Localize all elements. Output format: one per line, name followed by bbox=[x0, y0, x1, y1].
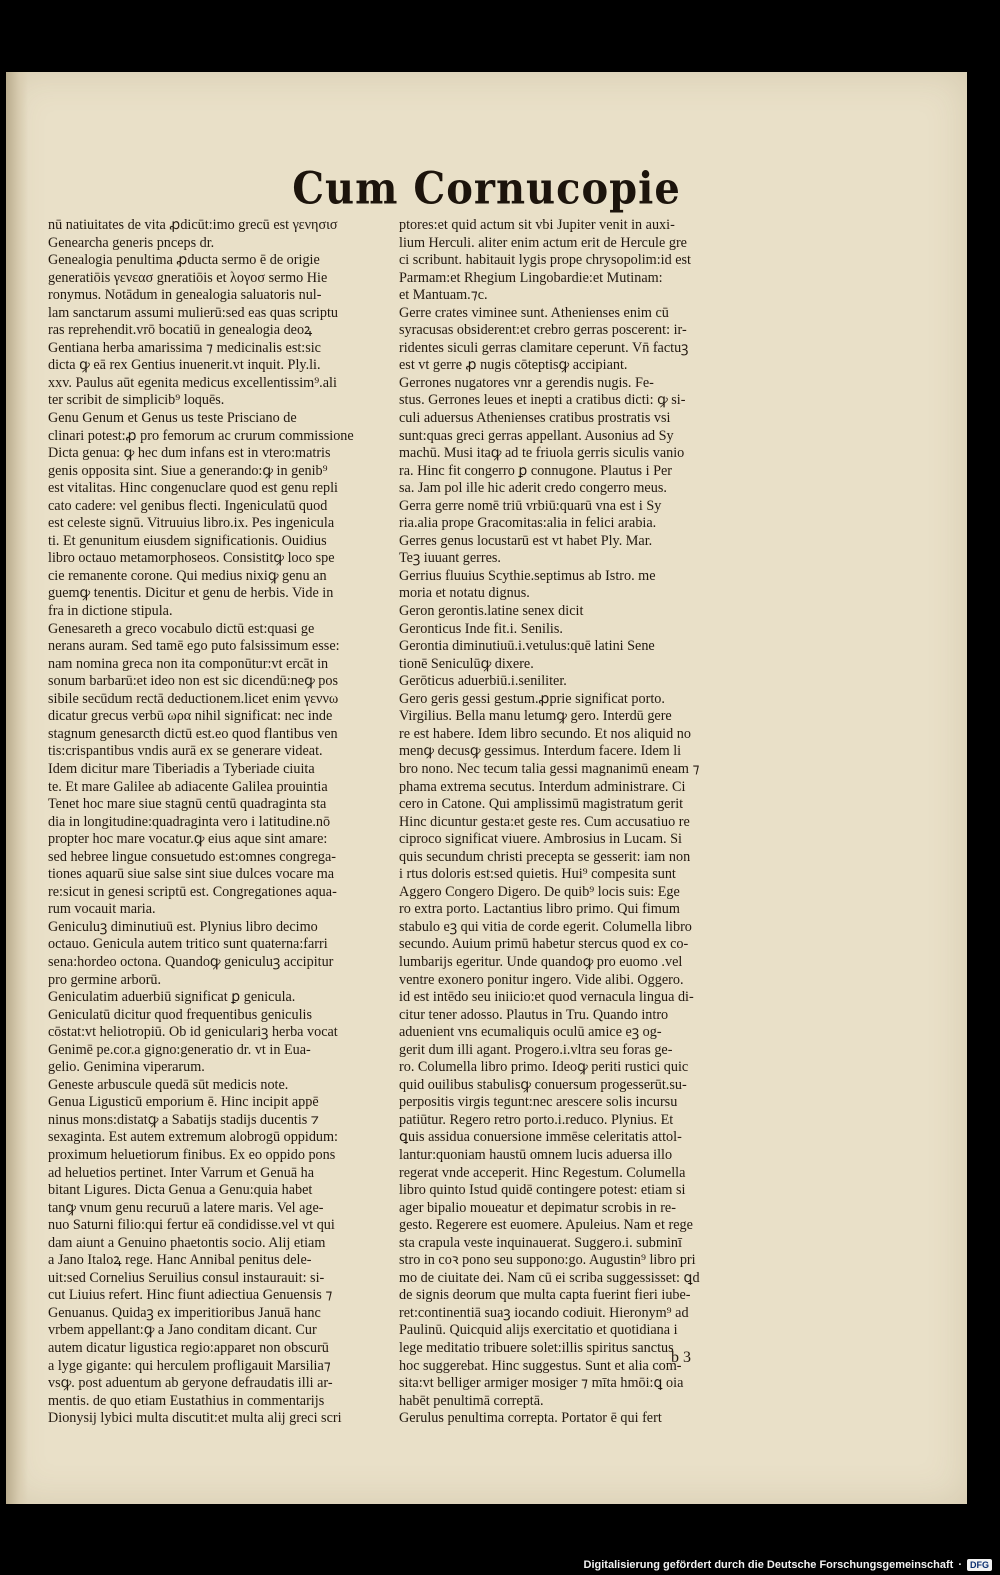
text-line: lumbarijs egeritur. Unde quandoꝙ pro euomo .vel bbox=[399, 953, 683, 970]
text-line: Teꝫ iuuant gerres. bbox=[399, 550, 501, 567]
text-line: uit:sed Cornelius Seruilius consul instaurauit: si- bbox=[48, 1269, 325, 1286]
text-line: generatiōis γενεασ gneratiōis et λογοσ sermo Hie bbox=[48, 269, 328, 286]
text-line: moria et notatu dignus. bbox=[399, 585, 530, 602]
dfg-logo: DFG bbox=[967, 1559, 992, 1571]
text-line: perpositis virgis tegunt:nec arescere solis incursu bbox=[399, 1094, 678, 1111]
text-line: lam sanctarum assumi mulierū:sed eas quas scriptu bbox=[48, 304, 338, 321]
text-line: tanꝙ vnum genu recuruū a latere maris. Vel age- bbox=[48, 1199, 324, 1216]
text-line: Gero geris gessi gestum.ꝓprie significat porto. bbox=[399, 690, 665, 707]
text-line: nuo Saturni filio:qui fertur eā condidisse.vel vt qui bbox=[48, 1217, 335, 1234]
text-line: est vitalitas. Hinc congenuclare quod est genu repli bbox=[48, 480, 338, 497]
text-line: stro in coꝛ pono seu suppono:go. Augustin⁹ libro pri bbox=[399, 1252, 696, 1269]
text-line: nam nomina greca non ita componūtur:vt ercāt in bbox=[48, 655, 329, 672]
text-line: sta crapula veste inquinauerat. Suggero.i. subminī bbox=[399, 1234, 682, 1251]
text-line: sena:hordeo octona. Quandoꝙ geniculuꝫ accipitur bbox=[48, 953, 334, 970]
text-line: menꝙ decusꝙ gessimus. Interdum facere. Idem li bbox=[399, 743, 682, 760]
text-line: Gerre crates viminee sunt. Athenienses enim cū bbox=[399, 304, 669, 321]
text-line: Genuanus. Quidaꝫ ex imperitioribus Januā hanc bbox=[48, 1304, 321, 1321]
text-line: libro quinto Istud quidē contingere potest: etiam si bbox=[399, 1182, 686, 1199]
text-line: Gerrones nugatores vnr a gerendis nugis. Fe- bbox=[399, 374, 654, 391]
signature-mark: b 3 bbox=[671, 1349, 691, 1366]
text-line: gesto. Regerere est euomere. Apuleius. Nam et rege bbox=[399, 1217, 693, 1234]
text-line: Aggero Congero Digero. De quib⁹ locis suis: Ege bbox=[399, 883, 680, 900]
text-line: ronymus. Notādum in genealogia saluatoris nul- bbox=[48, 287, 322, 304]
text-line: ninus mons:distatꝙ a Sabatijs stadijs ducentis ⁊ bbox=[48, 1111, 319, 1128]
text-line: Paulinū. Quicquid alijs exercitatio et quotidiana i bbox=[399, 1322, 678, 1339]
text-line: sonum barbarū:et ideo non est sic dicendū:neꝙ pos bbox=[48, 673, 339, 690]
text-line: sa. Jam pol ille hic aderit credo congerro meus. bbox=[399, 480, 667, 497]
text-line: lium Herculi. aliter enim actum erit de Hercule gre bbox=[399, 234, 687, 251]
text-line: Gerres genus locustarū est vt habet Ply. Mar. bbox=[399, 532, 653, 549]
text-line: pro germine arborū. bbox=[48, 971, 162, 988]
text-line: patiūtur. Regero retro porto.i.reduco. Plynius. Et bbox=[399, 1111, 674, 1128]
text-line: rum vocauit maria. bbox=[48, 901, 156, 918]
text-line: Geniculuꝫ diminutiuū est. Plynius libro decimo bbox=[48, 918, 318, 935]
text-line: Dionysij lybici multa discutit:et multa alij greci scri bbox=[48, 1410, 342, 1427]
text-line: cut Liuius refert. Hinc fiunt adiectiua Genuensis ⁊ bbox=[48, 1287, 333, 1304]
text-line: stabulo eꝫ qui vitia de corde egerit. Columella libro bbox=[399, 918, 692, 935]
text-line: te. Et mare Galilee ab adiacente Galilea prouintia bbox=[48, 778, 328, 795]
text-line: Parmam:et Rhegium Lingobardie:et Mutinam: bbox=[399, 269, 663, 286]
text-line: xxv. Paulus aūt egenita medicus excellentissim⁹.ali bbox=[48, 374, 337, 391]
text-line: dicatur grecus verbū ωρα nihil significat: nec inde bbox=[48, 708, 333, 725]
text-line: Genealogia penultima ꝓducta sermo ē de origie bbox=[48, 252, 320, 269]
text-line: ager bipalio moueatur et depimatur scrobis in re- bbox=[399, 1199, 676, 1216]
text-line: autem dicatur ligustica regio:apparet non obscurū bbox=[48, 1340, 329, 1356]
text-line: sibile secūdum rectā deductionem.licet enim γεννω bbox=[48, 690, 339, 707]
text-line: quid ouilibus stabulisꝙ conuersum progesserūt.su- bbox=[399, 1076, 687, 1093]
text-line: cie remanente corone. Qui medius nixiꝙ genu an bbox=[48, 567, 327, 584]
text-line: bro nono. Nec tecum talia gessi magnanimū eneam ⁊ bbox=[399, 760, 700, 777]
text-line: ci scribunt. habitauit lygis prope chrysopolim:id est bbox=[399, 252, 691, 269]
text-line: i rtus doloris est:sed quietis. Hui⁹ compesita sunt bbox=[399, 866, 676, 883]
text-line: id est intēdo seu iniicio:et quod vernacula lingua di- bbox=[399, 989, 694, 1006]
page-gutter bbox=[6, 72, 28, 1504]
text-line: secundo. Auium primū habetur stercus quod ex co- bbox=[399, 936, 689, 953]
digitization-footer bbox=[584, 1559, 992, 1571]
text-line: a Jano Italoꝝ rege. Hanc Annibal penitus dele- bbox=[48, 1252, 312, 1269]
text-line: ꝗuis assidua conuersione immēse celeritatis attol- bbox=[399, 1129, 682, 1146]
text-line: sunt:quas greci gerras appellant. Ausonius ad Sy bbox=[399, 427, 674, 444]
text-line: regerat vnde acceperit. Hinc Regestum. Columella bbox=[399, 1164, 686, 1181]
text-line: culi aduersus Athenienses cratibus prostratis vsi bbox=[399, 410, 671, 427]
text-line: Gerontia diminutiuū.i.vetulus:quē latini Sene bbox=[399, 638, 655, 655]
footer-credit: Digitalisierung gefördert durch die Deutsche Forschungsgemeinschaft bbox=[583, 1559, 954, 1571]
text-line: Gentiana herba amarissima ⁊ medicinalis est:sic bbox=[48, 339, 321, 356]
text-line: Tenet hoc mare siue stagnū centū quadraginta sta bbox=[48, 796, 327, 813]
text-line: machū. Musi itaꝙ ad te friuola gerris siculis vanio bbox=[399, 445, 685, 462]
book-page bbox=[6, 72, 967, 1504]
text-line: Genearcha generis pnceps dr. bbox=[48, 234, 215, 251]
text-line: dia in longitudine:quadraginta vero i latitudine.nō bbox=[48, 813, 331, 830]
text-line: ret:continentiā suaꝫ iocando codiuit. Hieronym⁹ ad bbox=[399, 1304, 689, 1321]
text-line: habēt penultimā correptā. bbox=[399, 1392, 544, 1409]
text-line: citur tener adosso. Plautus in Tru. Quando intro bbox=[399, 1006, 669, 1023]
text-line: sed hebree lingue consuetudo est:omnes congrega- bbox=[48, 848, 336, 865]
text-line: ro extra porto. Lactantius libro primo. Qui fimum bbox=[399, 901, 680, 918]
text-line: ciproco significat viuere. Ambrosius in Lucam. Si bbox=[399, 831, 682, 848]
text-line: Gerōticus aduerbiū.i.seniliter. bbox=[399, 673, 567, 690]
text-line: ria.alia prope Gracomitas:alia in felici arabia. bbox=[399, 515, 657, 532]
text-line: lantur:quoniam haustū omnem lucis aduersa illo bbox=[399, 1146, 673, 1163]
text-line: octauo. Genicula autem tritico sunt quaterna:farri bbox=[48, 936, 328, 953]
text-line: ridentes siculi gerras clamitare ceperunt. Vn̄ factuꝫ bbox=[399, 339, 689, 356]
text-line: Idem dicitur mare Tiberiadis a Tyberiade ciuita bbox=[48, 760, 315, 777]
text-line: dam aiunt a Genuino phaetontis socio. Alij etiam bbox=[48, 1234, 326, 1251]
text-line: ro. Columella libro primo. Ideoꝙ periti rustici quic bbox=[399, 1059, 689, 1076]
text-line: dicta ꝙ eā rex Gentius inuenerit.vt inquit. Ply.li. bbox=[48, 357, 321, 374]
text-line: bitant Ligures. Dicta Genua a Genu:quia habet bbox=[48, 1182, 313, 1199]
text-line: est vt gerre ꝓ nugis cōteptisꝙ accipiant. bbox=[399, 357, 628, 374]
text-line: aduenient vns ecumaliquis oculū amice eꝫ og- bbox=[399, 1024, 662, 1041]
text-line: Genu Genum et Genus us teste Prisciano de bbox=[48, 410, 297, 427]
text-line: fra in dictione stipula. bbox=[48, 603, 173, 620]
text-line: libro octauo metamorphoseos. Consistitꝙ loco spe bbox=[48, 550, 335, 567]
text-line: nū natiuitates de vita ꝓdicūt:imo grecū est γενησισ bbox=[48, 217, 338, 233]
text-line: guemꝙ tenentis. Dicitur et genu de herbis. Vide in bbox=[48, 585, 334, 602]
left-column bbox=[48, 217, 388, 1428]
text-line: sexaginta. Est autem extremum alobrogū oppidum: bbox=[48, 1129, 338, 1146]
text-line: ad heluetios pertinet. Inter Varrum et Genuā ha bbox=[48, 1164, 315, 1181]
text-line: propter hoc mare vocatur.ꝙ eius aque sint amare: bbox=[48, 831, 328, 848]
text-line: Hinc dicuntur gesta:et geste res. Cum accusatiuo re bbox=[399, 813, 690, 830]
right-column bbox=[399, 217, 757, 1428]
text-line: stagnum genesarcth dictū est.eo quod flantibus ven bbox=[48, 725, 338, 742]
text-line: re est habere. Idem libro secundo. Et nos aliquid no bbox=[399, 725, 691, 742]
text-line: mentis. de quo etiam Eustathius in commentarijs bbox=[48, 1392, 325, 1409]
text-line: gelio. Genimina viperarum. bbox=[48, 1059, 205, 1076]
text-line: ras reprehendit.vrō bocatiū in genealogia deoꝝ bbox=[48, 322, 313, 339]
text-line: re:sicut in genesi scriptū est. Congregationes aqua- bbox=[48, 883, 337, 900]
text-line: cōstat:vt heliotropiū. Ob id geniculariꝫ herba vocat bbox=[48, 1024, 338, 1041]
text-line: gerit dum illi agant. Progero.i.vltra seu foras ge- bbox=[399, 1041, 673, 1058]
text-line: proximum heluetiorum finibus. Ex eo oppido pons bbox=[48, 1146, 336, 1163]
text-line: Geniculatū dicitur quod frequentibus geniculis bbox=[48, 1006, 312, 1023]
text-line: vsꝙ. post aduentum ab geryone defraudatis illi ar- bbox=[48, 1375, 333, 1392]
text-line: hoc suggerebat. Hinc suggestus. Sunt et alia com- bbox=[399, 1357, 682, 1374]
text-line: Geron gerontis.latine senex dicit bbox=[399, 603, 584, 620]
running-head: Cum Cornucopie bbox=[292, 162, 681, 215]
text-line: Genesareth a greco vocabulo dictū est:quasi ge bbox=[48, 620, 315, 637]
text-line: a lyge gigante: qui herculem profligauit Marsilia⁊ bbox=[48, 1357, 331, 1374]
text-line: sita:vt belliger armiger mosiger ⁊ mīta hmōi:ꝗ oia bbox=[399, 1375, 684, 1392]
text-line: Gerra gerre nomē triū vrbiū:quarū vna est i Sy bbox=[399, 497, 662, 514]
text-line: tis:crispantibus vndis aurā ex se generare videat. bbox=[48, 743, 323, 760]
text-line: Gerulus penultima correpta. Portator ē qui fert bbox=[399, 1410, 662, 1427]
text-line: Dicta genua: ꝙ hec dum infans est in vtero:matris bbox=[48, 445, 331, 462]
text-line: cato cadere: vel genibus flecti. Ingeniculatū quod bbox=[48, 497, 328, 514]
text-line: ti. Et genunitum eiusdem significationis. Ouidius bbox=[48, 532, 327, 549]
text-line: cero in Catone. Qui amplissimū magistratum gerit bbox=[399, 796, 684, 813]
text-line: phama extrema secutus. Interdum administrare. Ci bbox=[399, 778, 686, 795]
text-line: et Mantuam.⁊c. bbox=[399, 287, 488, 304]
text-line: ventre exonero ponitur ingero. Vide alibi. Oggero. bbox=[399, 971, 684, 988]
text-line: stus. Gerrones leues et inepti a cratibus dicti: ꝙ si- bbox=[399, 392, 686, 409]
text-line: est celeste signū. Vitruuius libro.ix. Pes ingenicula bbox=[48, 515, 335, 532]
text-line: clinari potest:ꝓ pro femorum ac crurum commissione bbox=[48, 427, 354, 444]
text-line: ptores:et quid actum sit vbi Jupiter venit in auxi- bbox=[399, 217, 675, 233]
text-line: vrbem appellant:ꝙ a Jano conditam dicant. Cur bbox=[48, 1322, 317, 1339]
text-line: Genimē pe.cor.a gigno:generatio dr. vt in Eua- bbox=[48, 1041, 311, 1058]
footer-dash: · bbox=[958, 1559, 962, 1571]
text-line: ter scribit de simplicib⁹ loquēs. bbox=[48, 392, 225, 409]
text-line: quis secundum christi precepta se gesserit: iam non bbox=[399, 848, 691, 865]
text-line: tionē Seniculūꝙ dixere. bbox=[399, 655, 534, 672]
text-line: mo de ciuitate dei. Nam cū ei scriba suggessisset: ꝗd bbox=[399, 1269, 700, 1286]
text-line: Gerrius fluuius Scythie.septimus ab Istro. me bbox=[399, 567, 656, 584]
text-line: Virgilius. Bella manu letumꝙ gero. Interdū gere bbox=[399, 708, 672, 725]
text-line: de signis deorum que multa capta fuerint fieri iube- bbox=[399, 1287, 691, 1304]
text-line: Geronticus Inde fit.i. Senilis. bbox=[399, 620, 563, 637]
text-line: ra. Hinc fit congerro ꝑ connugone. Plautus i Per bbox=[399, 462, 672, 479]
text-line: tiones aquarū siue salse sint siue dulces vocare ma bbox=[48, 866, 335, 883]
text-line: Genua Ligusticū emporium ē. Hinc incipit appē bbox=[48, 1094, 319, 1111]
text-line: Geniculatim aduerbiū significat ꝑ genicula. bbox=[48, 989, 296, 1006]
text-line: syracusas obsiderent:et crebro gerras poscerent: ir- bbox=[399, 322, 687, 339]
text-line: nerans auram. Sed tamē ego puto falsissimum esse: bbox=[48, 638, 340, 655]
text-line: lege meditatio tribuere solet:illis spiritus sanctus bbox=[399, 1340, 674, 1356]
text-line: Geneste arbuscule quedā sūt medicis note. bbox=[48, 1076, 289, 1093]
text-line: genis opposita sint. Siue a generando:ꝙ in genib⁹ bbox=[48, 462, 328, 479]
